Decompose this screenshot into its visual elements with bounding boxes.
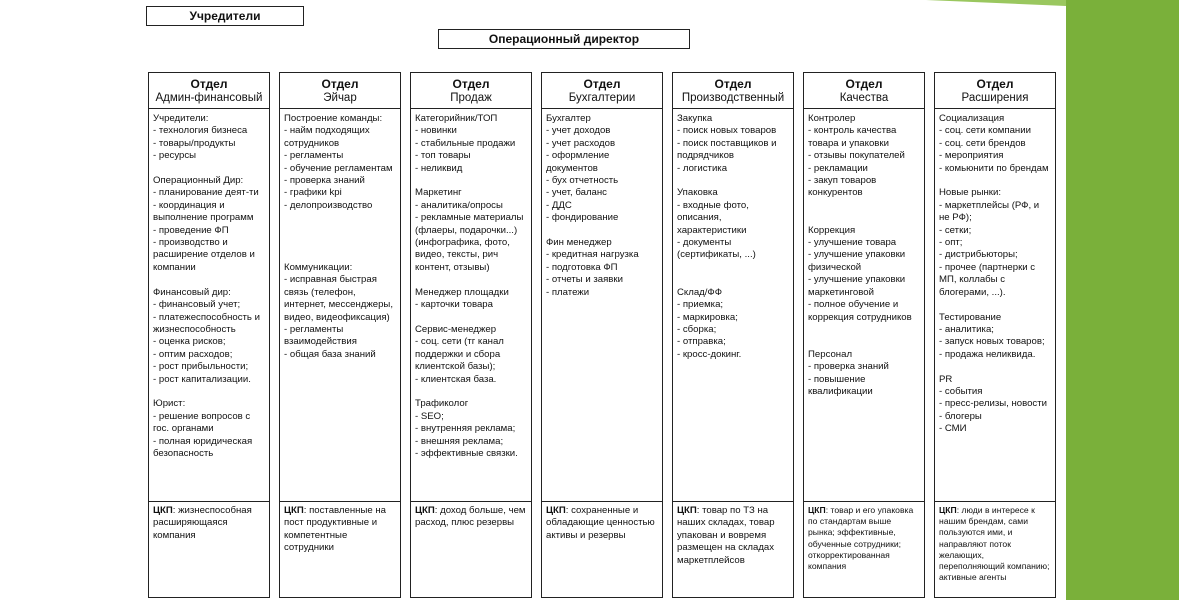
department-sales	[410, 72, 532, 598]
department-header	[280, 73, 400, 109]
ckp-text: : товар и его упаковка по стандартам выше рынка; эффективные, обученные сотрудники; откорректированная компания	[808, 505, 914, 572]
department-name: Расширения	[961, 92, 1029, 104]
department-ckp	[935, 501, 1055, 597]
department-admin-finance	[148, 72, 270, 598]
department-functions: Категорийник/ТОП - новинки - стабильные продажи - топ товары - неликвид Маркетинг - аналитика/опросы - рекламные материалы (флаеры, подарочки...) (инфографика, фото, видео, тексты, рич контент, отзывы) Менеджер площадки - карточки товара Сервис-менеджер - соц. сети (тг канал поддержки и сбора клиентской базы); - клиентская база. Трафиколог - SEO; - внутренняя реклама; - внешняя реклама; - эффективные связки.	[415, 113, 524, 459]
department-functions: Закупка - поиск новых товаров - поиск поставщиков и подрядчиков - логистика Упаковка - входные фото, описания, характеристики - документы (сертификаты, ...) Склад/ФФ - приемка; - маркировка; - сборка; - отправка; - кросс-докинг.	[677, 113, 777, 360]
department-name: Эйчар	[323, 92, 357, 104]
department-name: Продаж	[450, 92, 492, 104]
department-header	[542, 73, 662, 109]
ckp-label: ЦКП	[677, 505, 697, 516]
ckp-label: ЦКП	[808, 505, 826, 515]
ckp-label: ЦКП	[939, 505, 957, 515]
department-header	[804, 73, 924, 109]
department-word: Отдел	[714, 77, 752, 91]
department-word: Отдел	[583, 77, 621, 91]
decorative-accent	[926, 0, 1066, 6]
operational-director-box: Операционный директор	[438, 29, 690, 49]
department-functions: Бухгалтер - учет доходов - учет расходов - оформление документов - бух отчетность - учет, баланс - ДДС - фондирование Фин менеджер - кредитная нагрузка - подготовка ФП - отчеты и заявки - платежи	[546, 113, 639, 298]
department-name: Админ-финансовый	[155, 92, 263, 104]
ckp-label: ЦКП	[415, 505, 435, 516]
department-hr	[279, 72, 401, 598]
ckp-label: ЦКП	[284, 505, 304, 516]
department-functions: Построение команды: - найм подходящих сотрудников - регламенты - обучение регламентам - проверка знаний - графики kpi - делопроизводство Коммуникации: - исправная быстрая связь (телефон, интернет, мессенджеры, видео, видеофиксация) - регламенты взаимодействия - общая база знаний	[284, 113, 393, 360]
department-ckp	[411, 501, 531, 597]
decorative-side-band	[1066, 0, 1179, 600]
department-accounting	[541, 72, 663, 598]
department-word: Отдел	[321, 77, 359, 91]
ckp-text: : поставленные на пост продуктивные и компетентные сотрудники	[284, 505, 386, 554]
department-production	[672, 72, 794, 598]
department-ckp	[149, 501, 269, 597]
department-word: Отдел	[976, 77, 1014, 91]
ckp-text: : доход больше, чем расход, плюс резервы	[415, 505, 526, 529]
department-word: Отдел	[452, 77, 490, 91]
department-quality	[803, 72, 925, 598]
department-ckp	[280, 501, 400, 597]
department-word: Отдел	[190, 77, 228, 91]
department-functions: Контролер - контроль качества товара и упаковки - отзывы покупателей - рекламации - закуп товаров конкурентов Коррекция - улучшение товара - улучшение упаковки физической - улучшение упаковки маркетинговой - полное обучение и коррекция сотрудников Персонал - проверка знаний - повышение квалификации	[808, 113, 912, 397]
department-word: Отдел	[845, 77, 883, 91]
ckp-text: : жизнеспособная расширяющаяся компания	[153, 505, 252, 541]
department-ckp	[673, 501, 793, 597]
ckp-label: ЦКП	[153, 505, 173, 516]
department-name: Производственный	[681, 92, 785, 104]
department-name: Качества	[839, 92, 889, 104]
department-header	[411, 73, 531, 109]
department-functions: Социализация - соц. сети компании - соц. сети брендов - мероприятия - комьюнити по брендам Новые рынки: - маркетплейсы (РФ, и не РФ); - сетки; - опт; - дистрибьюторы; - прочее (партнерки с МП, коллабы с блогерами, ...). Тестирование - аналитика; - запуск новых товаров; - продажа неликвида. PR - события - пресс-релизы, новости - блогеры - СМИ	[939, 113, 1049, 435]
department-header	[149, 73, 269, 109]
department-expansion	[934, 72, 1056, 598]
department-ckp	[542, 501, 662, 597]
department-name: Бухгалтерии	[568, 92, 636, 104]
founders-box: Учредители	[146, 6, 304, 26]
department-header	[935, 73, 1055, 109]
department-header	[673, 73, 793, 109]
ckp-text: : товар по ТЗ на наших складах, товар упакован и вовремя размещен на складах маркетплейсов	[677, 505, 775, 566]
ckp-label: ЦКП	[546, 505, 566, 516]
ckp-text: : сохраненные и обладающие ценностью активы и резервы	[546, 505, 655, 541]
department-functions: Учредители: - технология бизнеса - товары/продукты - ресурсы Операционный Дир: - планирование деят-ти - координация и выполнение программ - проведение ФП - производство и расширение отделов и компании Финансовый дир: - финансовый учет; - платежеспособность и жизнеспособность - оценка рисков; - оптим расходов; - рост прибыльности; - рост капитализации. Юрист: - решение вопросов с гос. органами - полная юридическая безопасность	[153, 113, 260, 459]
ckp-text: : люди в интересе к нашим брендам, сами пользуются ими, и направляют поток желающих, переполняющий компанию; активные агенты	[939, 505, 1050, 583]
department-ckp	[804, 501, 924, 597]
